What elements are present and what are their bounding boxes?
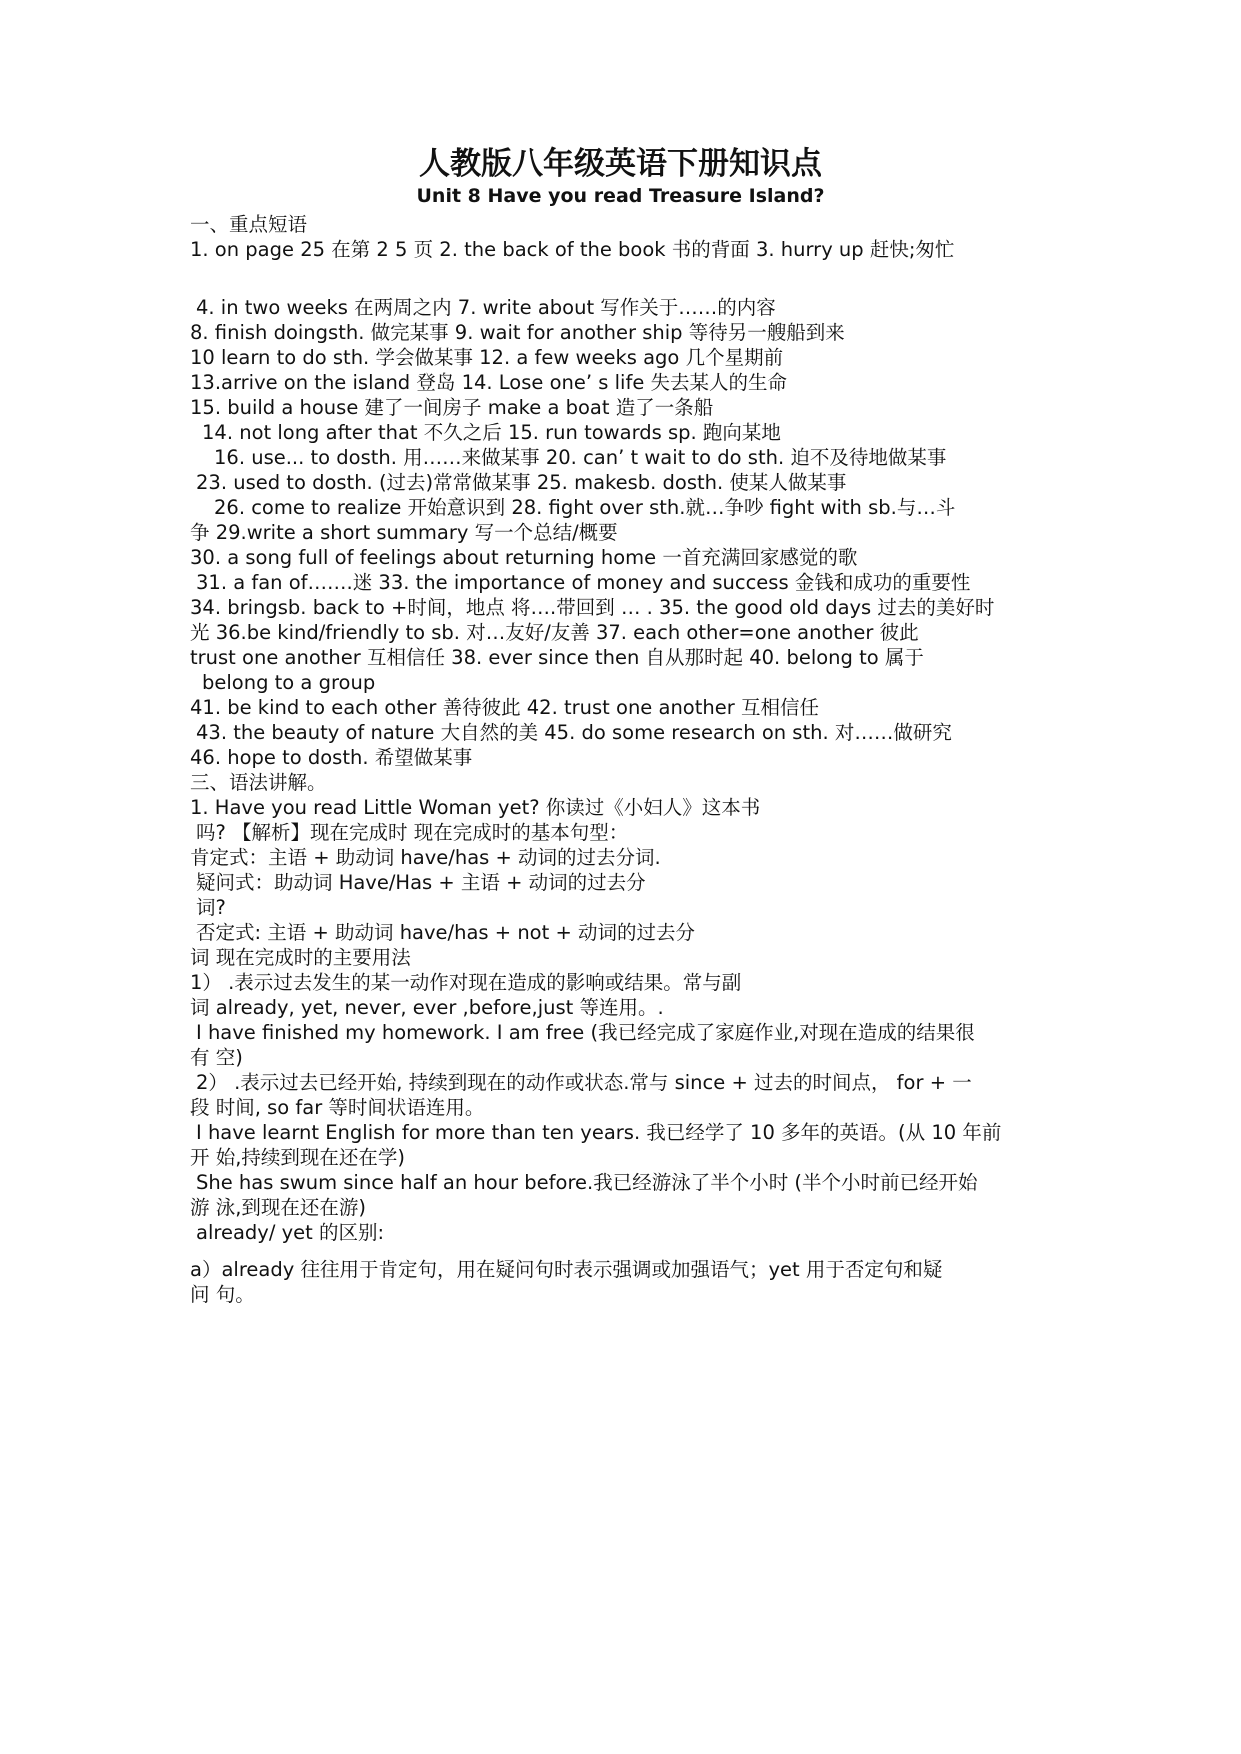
phrase-line: 15. build a house 建了一间房子 make a boat 造了一条船 bbox=[190, 396, 714, 419]
phrase-line: 23. used to dosth. (过去)常常做某事 25. makesb. dosth. 使某人做某事 bbox=[196, 471, 847, 494]
phrase-line: 26. come to realize 开始意识到 28. fight over sth.就…争吵 fight with sb.与…斗 bbox=[214, 496, 956, 519]
section-heading-phrases: 一、重点短语 bbox=[190, 213, 308, 236]
grammar-line: 1. Have you read Little Woman yet? 你读过《小妇人》这本书 bbox=[190, 796, 761, 819]
grammar-line: 有 空) bbox=[190, 1046, 243, 1069]
grammar-line: 问 句。 bbox=[190, 1283, 255, 1306]
grammar-line: 词? bbox=[196, 896, 226, 919]
phrase-line: 30. a song full of feelings about returning home 一首充满回家感觉的歌 bbox=[190, 546, 858, 569]
section-heading-grammar: 三、语法讲解。 bbox=[190, 771, 327, 794]
grammar-line: 段 时间, so far 等时间状语连用。 bbox=[190, 1096, 485, 1119]
grammar-line: 词 现在完成时的主要用法 bbox=[190, 946, 411, 969]
phrase-line: 14. not long after that 不久之后 15. run towards sp. 跑向某地 bbox=[202, 421, 781, 444]
phrase-line: 34. bringsb. back to +时间，地点 将….带回到 … . 35. the good old days 过去的美好时 bbox=[190, 596, 995, 619]
grammar-line: 开 始,持续到现在还在学) bbox=[190, 1146, 406, 1169]
grammar-line: 2） .表示过去已经开始, 持续到现在的动作或状态.常与 since + 过去的时间点， for + 一 bbox=[196, 1071, 972, 1094]
grammar-line: I have learnt English for more than ten years. 我已经学了 10 多年的英语。(从 10 年前 bbox=[196, 1121, 1002, 1144]
phrase-line: 光 36.be kind/friendly to sb. 对…友好/友善 37. each other=one another 彼此 bbox=[190, 621, 919, 644]
unit-subtitle: Unit 8 Have you read Treasure Island? bbox=[416, 185, 825, 207]
phrase-line: 4. in two weeks 在两周之内 7. write about 写作关于……的内容 bbox=[196, 296, 776, 319]
phrase-line: 争 29.write a short summary 写一个总结/概要 bbox=[190, 521, 618, 544]
phrase-line: 16. use... to dosth. 用……来做某事 20. can’ t wait to do sth. 迫不及待地做某事 bbox=[214, 446, 947, 469]
document-title: 人教版八年级英语下册知识点 bbox=[419, 146, 822, 182]
grammar-line: a）already 往往用于肯定句，用在疑问句时表示强调或加强语气；yet 用于否定句和疑 bbox=[190, 1258, 943, 1281]
grammar-line: already/ yet 的区别: bbox=[196, 1221, 385, 1244]
phrase-line: 10 learn to do sth. 学会做某事 12. a few weeks ago 几个星期前 bbox=[190, 346, 784, 369]
grammar-line: I have finished my homework. I am free (我已经完成了家庭作业,对现在造成的结果很 bbox=[196, 1021, 975, 1044]
grammar-line: 词 already, yet, never, ever ,before,just 等连用。. bbox=[190, 996, 664, 1019]
phrase-line: 1. on page 25 在第 2 5 页 2. the back of the book 书的背面 3. hurry up 赶快;匆忙 bbox=[190, 238, 955, 261]
phrase-line: 41. be kind to each other 善待彼此 42. trust one another 互相信任 bbox=[190, 696, 819, 719]
grammar-line: 肯定式：主语 + 助动词 have/has + 动词的过去分词. bbox=[190, 846, 661, 869]
grammar-line: 否定式: 主语 + 助动词 have/has + not + 动词的过去分 bbox=[196, 921, 695, 944]
phrase-line: 8. finish doingsth. 做完某事 9. wait for another ship 等待另一艘船到来 bbox=[190, 321, 845, 344]
phrase-line: 46. hope to dosth. 希望做某事 bbox=[190, 746, 473, 769]
phrase-line: 13.arrive on the island 登岛 14. Lose one’ s life 失去某人的生命 bbox=[190, 371, 788, 394]
phrase-line: trust one another 互相信任 38. ever since then 自从那时起 40. belong to 属于 bbox=[190, 646, 924, 669]
grammar-line: 吗? 【解析】现在完成时 现在完成时的基本句型： bbox=[196, 821, 629, 844]
grammar-line: 游 泳,到现在还在游) bbox=[190, 1196, 367, 1219]
grammar-line: 1） .表示过去发生的某一动作对现在造成的影响或结果。常与副 bbox=[190, 971, 742, 994]
grammar-line: 疑问式：助动词 Have/Has + 主语 + 动词的过去分 bbox=[196, 871, 646, 894]
grammar-line: She has swum since half an hour before.我已经游泳了半个小时 (半个小时前已经开始 bbox=[196, 1171, 978, 1194]
phrase-line: 43. the beauty of nature 大自然的美 45. do some research on sth. 对……做研究 bbox=[196, 721, 952, 744]
phrase-line: 31. a fan of…….迷 33. the importance of money and success 金钱和成功的重要性 bbox=[196, 571, 971, 594]
phrase-line: belong to a group bbox=[202, 671, 376, 694]
